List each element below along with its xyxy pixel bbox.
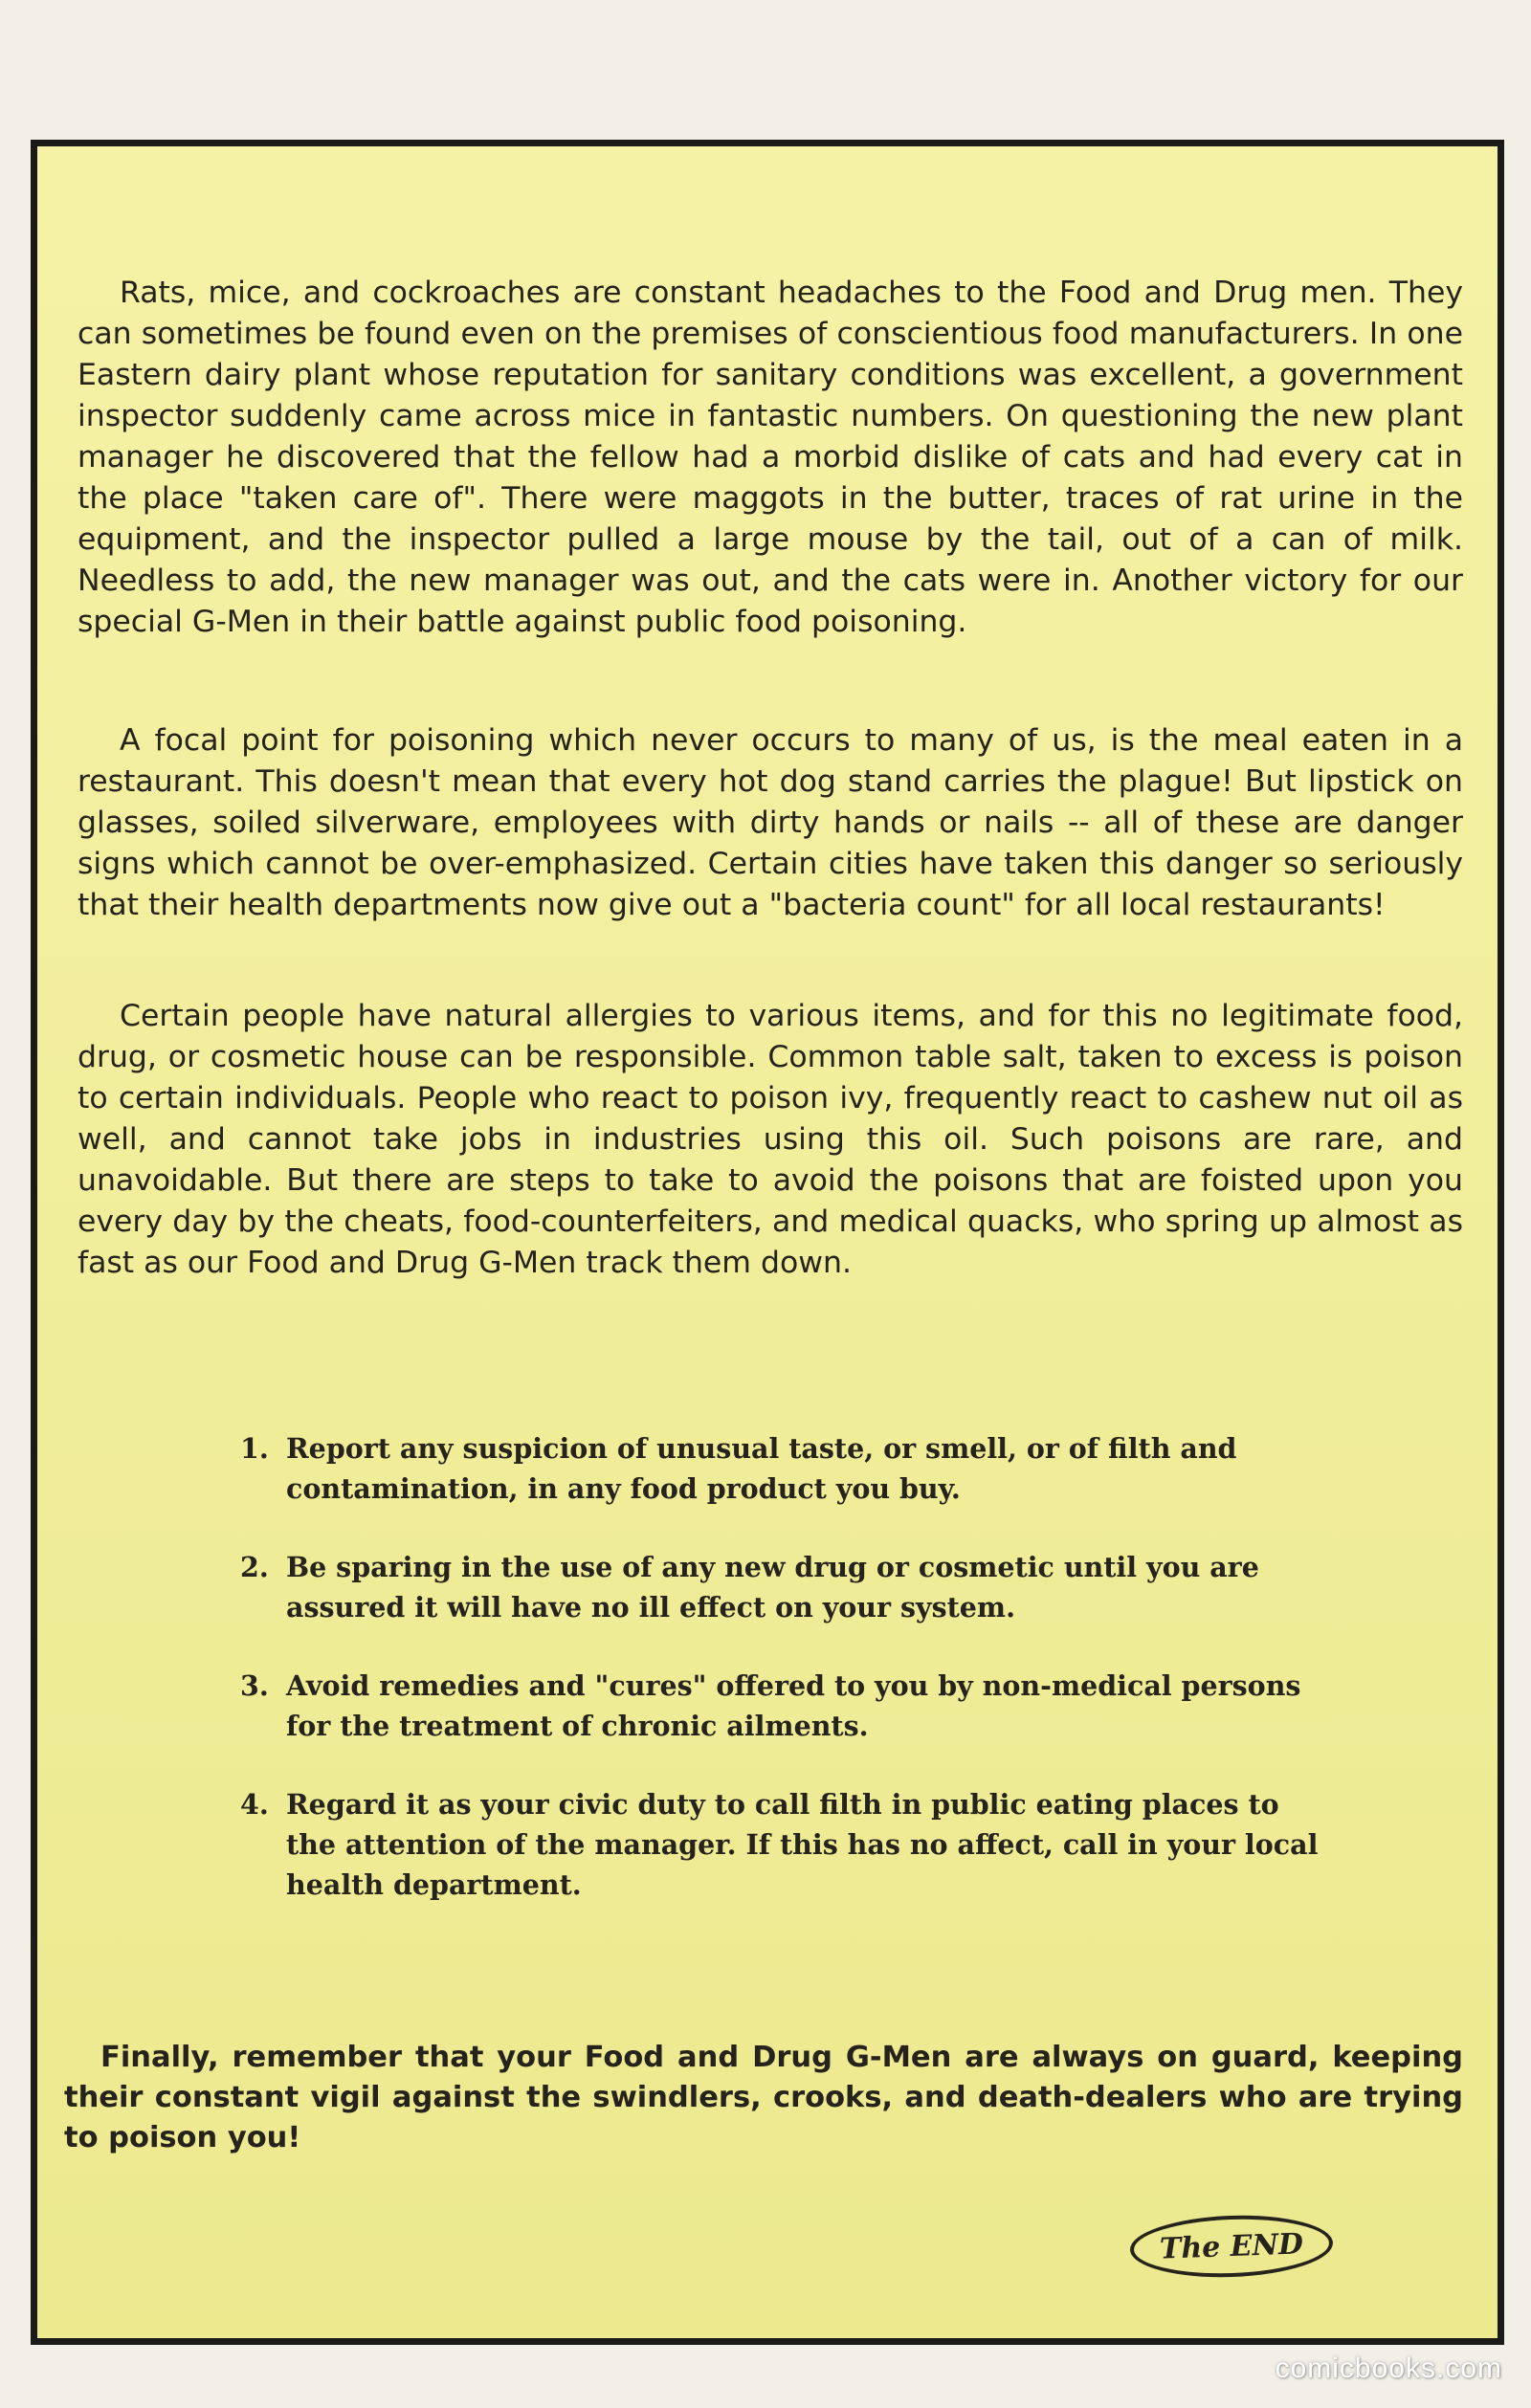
the-end-stamp — [1129, 2212, 1334, 2280]
tip-item — [240, 1666, 1321, 1746]
tip-item — [240, 1547, 1321, 1627]
tip-text: Be sparing in the use of any new drug or cosmetic until you are assured it will have no ill effect on your system. — [286, 1551, 1259, 1624]
tip-text: Avoid remedies and "cures" offered to you by non-medical persons for the treatment of chronic ailments. — [286, 1669, 1301, 1742]
tip-number: 4. — [240, 1788, 269, 1821]
paragraph-restaurants: A focal point for poisoning which never occurs to many of us, is the meal eaten in a restaurant. This doesn't mean that every hot dog stand carries the plague! But lipstick on glasses, soiled silverware, employees with dirty hands or nails -- all of these are danger signs which cannot be over-emphasized. Certain cities have taken this danger so seriously that their health departments now give out a "bacteria count" for all local restaurants! — [78, 723, 1463, 922]
closing-paragraph: Finally, remember that your Food and Drug G-Men are always on guard, keeping their constant vigil against the swindlers, crooks, and death-dealers who are trying to poison you! — [64, 2041, 1463, 2154]
tip-text: Report any suspicion of unusual taste, or smell, or of filth and contamination, in any food product you buy. — [286, 1432, 1237, 1505]
tip-item — [240, 1784, 1321, 1905]
paragraph-allergies: Certain people have natural allergies to various items, and for this no legitimate food, drug, or cosmetic house can be responsible. Common table salt, taken to excess is poison to certain individuals. People who react to poison ivy, frequently react to cashew nut oil as well, and cannot take jobs in industries using this oil. Such poisons are rare, and unavoidable. But there are steps to take to avoid the poisons that are foisted upon you every day by the cheats, food-counterfeiters, and medical quacks, who spring up almost as fast as our Food and Drug G-Men track them down. — [78, 999, 1463, 1280]
tip-text: Regard it as your civic duty to call filth in public eating places to the attention of the manager. If this has no affect, call in your local health department. — [286, 1788, 1319, 1901]
tip-number: 3. — [240, 1669, 269, 1702]
text-panel — [31, 140, 1504, 2345]
paragraph-vermin: Rats, mice, and cockroaches are constant headaches to the Food and Drug men. They can sometimes be found even on the premises of conscientious food manufacturers. In one Eastern dairy plant whose reputation for sanitary conditions was excellent, a government inspector suddenly came across mice in fantastic numbers. On questioning the new plant manager he discovered that the fellow had a morbid dislike of cats and had every cat in the place "taken care of". There were maggots in the butter, traces of rat urine in the equipment, and the inspector pulled a large mouse by the tail, out of a can of milk. Needless to add, the new manager was out, and the cats were in. Another victory for our special G-Men in their battle against public food poisoning. — [78, 276, 1463, 639]
safety-tips-list — [240, 1428, 1321, 1943]
tip-number: 2. — [240, 1551, 269, 1583]
tip-number: 1. — [240, 1432, 269, 1465]
tip-item — [240, 1428, 1321, 1509]
the-end-label: The END — [1159, 2226, 1304, 2266]
site-watermark: comicbooks.com — [1275, 2353, 1502, 2384]
